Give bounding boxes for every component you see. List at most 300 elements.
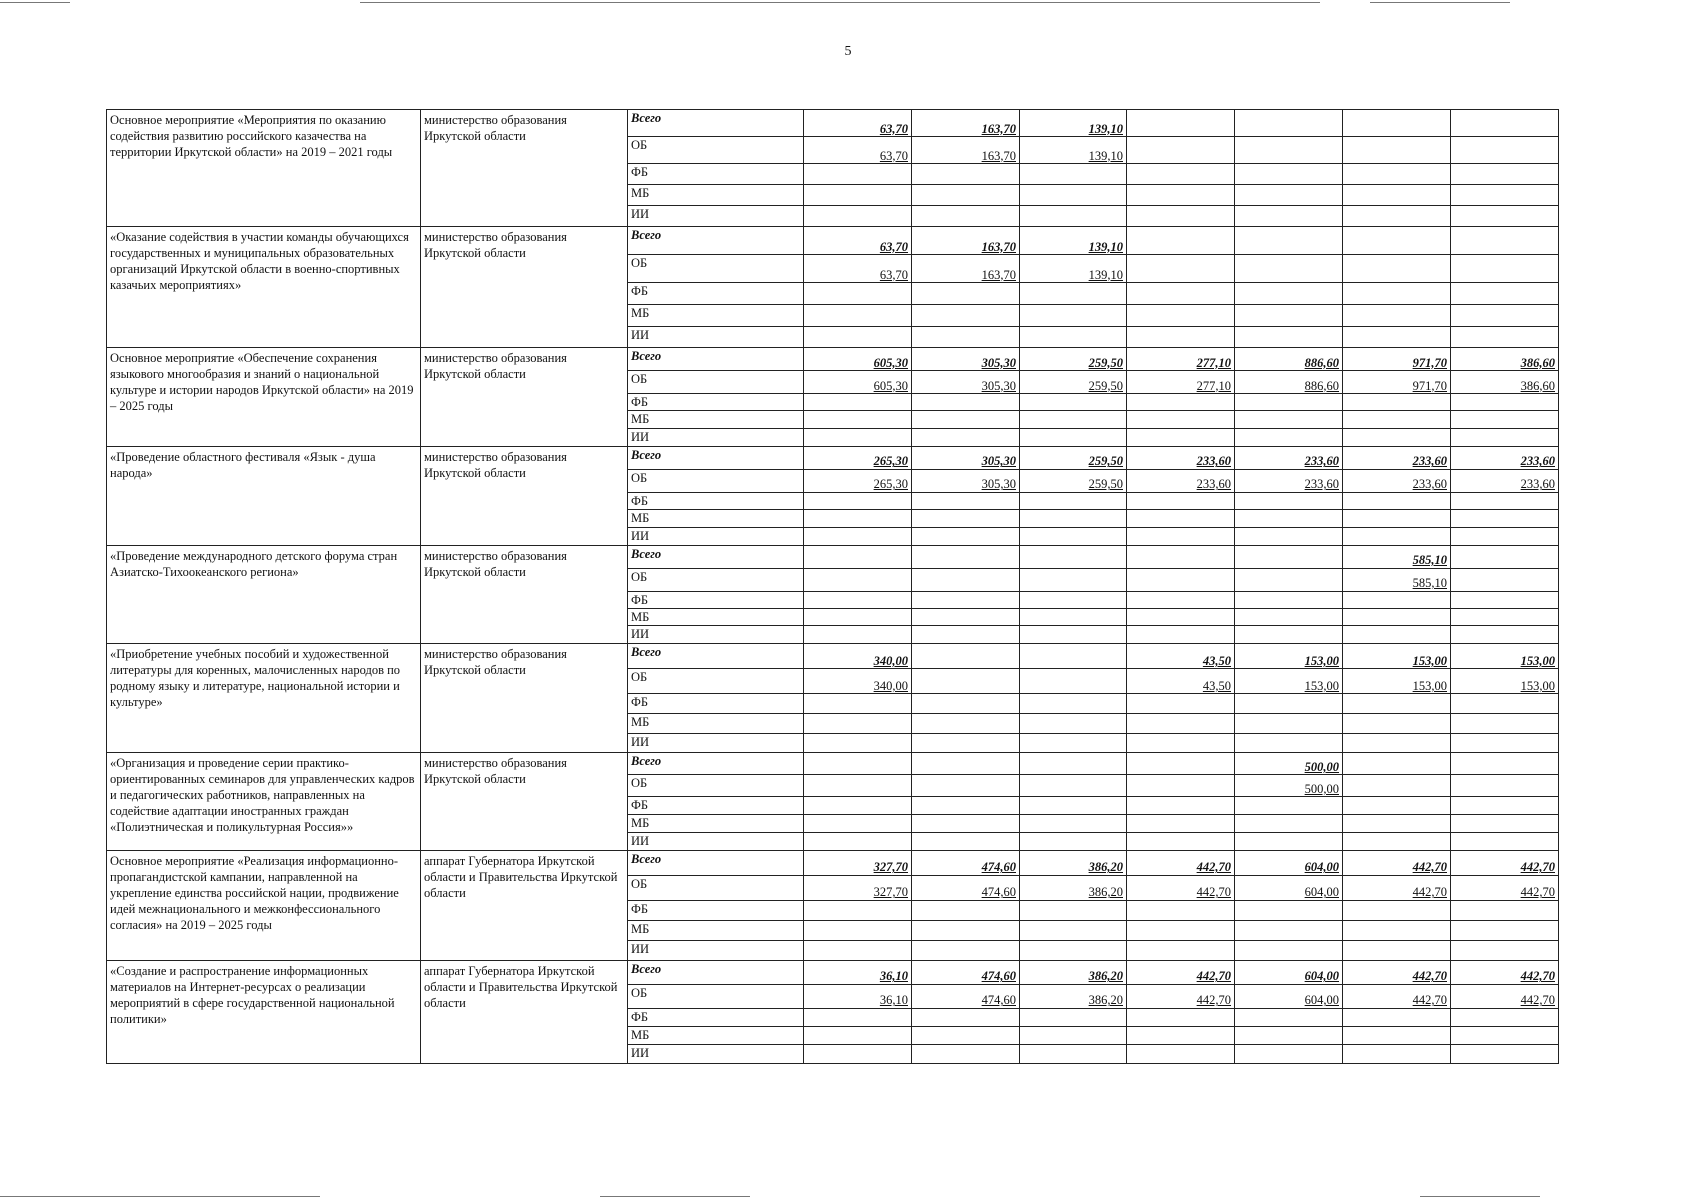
empty-amount-cell <box>1343 815 1451 833</box>
activity-name: «Проведение областного фестиваля «Язык - душа народа» <box>107 446 421 545</box>
empty-amount-cell <box>1343 327 1451 348</box>
total-amount-cell: 442,70 <box>1451 960 1559 984</box>
funding-source-label: ОБ <box>628 568 804 591</box>
empty-amount-cell <box>912 492 1020 509</box>
ob-amount-cell: 153,00 <box>1451 669 1559 694</box>
empty-amount-cell <box>1451 206 1559 227</box>
empty-amount-cell <box>1235 797 1343 815</box>
empty-amount-cell <box>804 608 912 625</box>
total-amount-cell <box>1343 753 1451 775</box>
funding-source-label: ОБ <box>628 875 804 900</box>
executor-name: министерство образования Иркутской области <box>421 110 628 227</box>
total-amount-cell: 442,70 <box>1127 960 1235 984</box>
empty-amount-cell <box>1343 411 1451 428</box>
ob-amount-cell: 265,30 <box>804 469 912 492</box>
empty-amount-cell <box>1451 327 1559 348</box>
empty-amount-cell <box>1127 185 1235 206</box>
ob-amount-cell <box>1343 137 1451 164</box>
funding-source-label: ФБ <box>628 797 804 815</box>
empty-amount-cell <box>912 815 1020 833</box>
total-amount-cell: 265,30 <box>804 446 912 469</box>
total-amount-cell <box>1235 227 1343 255</box>
ob-amount-cell: 971,70 <box>1343 371 1451 394</box>
funding-source-label: МБ <box>628 714 804 734</box>
empty-amount-cell <box>912 714 1020 734</box>
empty-amount-cell <box>1343 283 1451 305</box>
total-amount-cell: 442,70 <box>1127 850 1235 875</box>
empty-amount-cell <box>1451 428 1559 446</box>
empty-amount-cell <box>912 833 1020 850</box>
empty-amount-cell <box>1343 608 1451 625</box>
funding-source-label: ОБ <box>628 137 804 164</box>
funding-source-label: Всего <box>628 545 804 568</box>
empty-amount-cell <box>804 428 912 446</box>
funding-source-label: Всего <box>628 446 804 469</box>
empty-amount-cell <box>1343 428 1451 446</box>
empty-amount-cell <box>1127 1008 1235 1026</box>
empty-amount-cell <box>1127 527 1235 545</box>
empty-amount-cell <box>1451 1026 1559 1044</box>
empty-amount-cell <box>912 920 1020 940</box>
ob-amount-cell: 259,50 <box>1020 469 1127 492</box>
empty-amount-cell <box>1235 626 1343 644</box>
empty-amount-cell <box>804 734 912 753</box>
total-amount-cell: 585,10 <box>1343 545 1451 568</box>
total-amount-cell <box>912 753 1020 775</box>
ob-amount-cell: 474,60 <box>912 984 1020 1008</box>
activity-name: «Организация и проведение серии практико-ориентированных семинаров для управленческих кадров и педагогических работников, направленных на содействие адаптации иностранных граждан «Полиэтническая и поликультурная Россия»» <box>107 753 421 850</box>
empty-amount-cell <box>1451 411 1559 428</box>
total-amount-cell: 63,70 <box>804 110 912 137</box>
empty-amount-cell <box>1235 327 1343 348</box>
empty-amount-cell <box>804 694 912 714</box>
ob-amount-cell: 233,60 <box>1343 469 1451 492</box>
total-amount-cell <box>1127 110 1235 137</box>
empty-amount-cell <box>1020 510 1127 527</box>
executor-name: министерство образования Иркутской области <box>421 348 628 447</box>
ob-amount-cell <box>1343 775 1451 797</box>
scan-edge-line <box>0 2 70 3</box>
funding-source-label: ФБ <box>628 591 804 608</box>
empty-amount-cell <box>1343 492 1451 509</box>
empty-amount-cell <box>1020 608 1127 625</box>
total-amount-cell <box>1127 753 1235 775</box>
ob-amount-cell: 163,70 <box>912 137 1020 164</box>
funding-source-label: Всего <box>628 960 804 984</box>
funding-source-label: ФБ <box>628 1008 804 1026</box>
empty-amount-cell <box>912 608 1020 625</box>
ob-amount-cell <box>804 568 912 591</box>
empty-amount-cell <box>1020 411 1127 428</box>
table-row <box>107 644 1559 669</box>
ob-amount-cell: 442,70 <box>1343 984 1451 1008</box>
empty-amount-cell <box>1343 797 1451 815</box>
empty-amount-cell <box>1235 694 1343 714</box>
empty-amount-cell <box>912 394 1020 411</box>
funding-source-label: ОБ <box>628 255 804 283</box>
empty-amount-cell <box>1343 714 1451 734</box>
empty-amount-cell <box>1127 327 1235 348</box>
empty-amount-cell <box>1127 608 1235 625</box>
total-amount-cell: 386,20 <box>1020 850 1127 875</box>
empty-amount-cell <box>1451 900 1559 920</box>
empty-amount-cell <box>1235 283 1343 305</box>
ob-amount-cell: 442,70 <box>1451 875 1559 900</box>
ob-amount-cell: 36,10 <box>804 984 912 1008</box>
activity-name: «Оказание содействия в участии команды обучающихся государственных и муниципальных образовательных организаций Иркутской области в военно-спортивных казачьих мероприятиях» <box>107 227 421 348</box>
empty-amount-cell <box>1343 185 1451 206</box>
total-amount-cell: 139,10 <box>1020 110 1127 137</box>
ob-amount-cell: 442,70 <box>1343 875 1451 900</box>
empty-amount-cell <box>1343 920 1451 940</box>
activity-name: Основное мероприятие «Обеспечение сохранения языкового многообразия и знаний о национальной культуре и истории народов Иркутской области» на 2019 – 2025 годы <box>107 348 421 447</box>
empty-amount-cell <box>912 1008 1020 1026</box>
empty-amount-cell <box>1235 305 1343 327</box>
empty-amount-cell <box>1343 694 1451 714</box>
scan-edge-line <box>0 1196 320 1197</box>
empty-amount-cell <box>1451 626 1559 644</box>
ob-amount-cell: 163,70 <box>912 255 1020 283</box>
empty-amount-cell <box>1020 714 1127 734</box>
empty-amount-cell <box>1020 283 1127 305</box>
empty-amount-cell <box>1127 428 1235 446</box>
empty-amount-cell <box>804 206 912 227</box>
empty-amount-cell <box>912 527 1020 545</box>
ob-amount-cell: 604,00 <box>1235 984 1343 1008</box>
total-amount-cell <box>804 753 912 775</box>
empty-amount-cell <box>1451 305 1559 327</box>
empty-amount-cell <box>804 527 912 545</box>
ob-amount-cell <box>1020 669 1127 694</box>
total-amount-cell: 139,10 <box>1020 227 1127 255</box>
empty-amount-cell <box>804 164 912 185</box>
empty-amount-cell <box>804 510 912 527</box>
empty-amount-cell <box>804 305 912 327</box>
funding-source-label: МБ <box>628 608 804 625</box>
total-amount-cell: 63,70 <box>804 227 912 255</box>
funding-source-label: ИИ <box>628 327 804 348</box>
total-amount-cell: 340,00 <box>804 644 912 669</box>
empty-amount-cell <box>1020 1008 1127 1026</box>
funding-source-label: ОБ <box>628 984 804 1008</box>
funding-source-label: ФБ <box>628 394 804 411</box>
ob-amount-cell <box>1451 568 1559 591</box>
empty-amount-cell <box>1343 1044 1451 1063</box>
ob-amount-cell <box>1451 775 1559 797</box>
funding-source-label: ИИ <box>628 527 804 545</box>
empty-amount-cell <box>1235 185 1343 206</box>
empty-amount-cell <box>1127 164 1235 185</box>
empty-amount-cell <box>804 714 912 734</box>
scan-edge-line <box>360 2 1320 3</box>
empty-amount-cell <box>1343 900 1451 920</box>
table-row <box>107 348 1559 371</box>
ob-amount-cell <box>912 669 1020 694</box>
total-amount-cell: 604,00 <box>1235 960 1343 984</box>
funding-source-label: МБ <box>628 920 804 940</box>
ob-amount-cell <box>1235 137 1343 164</box>
executor-name: аппарат Губернатора Иркутской области и Правительства Иркутской области <box>421 960 628 1063</box>
empty-amount-cell <box>1020 694 1127 714</box>
ob-amount-cell: 277,10 <box>1127 371 1235 394</box>
activity-name: Основное мероприятие «Реализация информационно-пропагандистской кампании, направленной на укрепление единства российской нации, продвижение идей межнационального и межконфессионального согласия» на 2019 – 2025 годы <box>107 850 421 960</box>
ob-amount-cell: 386,60 <box>1451 371 1559 394</box>
empty-amount-cell <box>1451 185 1559 206</box>
empty-amount-cell <box>804 833 912 850</box>
activity-name: «Проведение международного детского форума стран Азиатско-Тихоокеанского региона» <box>107 545 421 644</box>
funding-source-label: ИИ <box>628 206 804 227</box>
activity-name: Основное мероприятие «Мероприятия по оказанию содействия развитию российского казачества на территории Иркутской области» на 2019 – 2021 годы <box>107 110 421 227</box>
budget-table-body <box>107 110 1559 1064</box>
empty-amount-cell <box>1127 797 1235 815</box>
empty-amount-cell <box>1235 608 1343 625</box>
total-amount-cell: 163,70 <box>912 227 1020 255</box>
total-amount-cell <box>1451 753 1559 775</box>
empty-amount-cell <box>1020 797 1127 815</box>
total-amount-cell: 259,50 <box>1020 348 1127 371</box>
total-amount-cell: 305,30 <box>912 348 1020 371</box>
empty-amount-cell <box>804 797 912 815</box>
total-amount-cell <box>1127 227 1235 255</box>
total-amount-cell: 442,70 <box>1451 850 1559 875</box>
ob-amount-cell: 139,10 <box>1020 137 1127 164</box>
ob-amount-cell: 259,50 <box>1020 371 1127 394</box>
funding-source-label: ФБ <box>628 283 804 305</box>
funding-source-label: МБ <box>628 1026 804 1044</box>
empty-amount-cell <box>804 591 912 608</box>
empty-amount-cell <box>804 815 912 833</box>
ob-amount-cell: 500,00 <box>1235 775 1343 797</box>
empty-amount-cell <box>1343 734 1451 753</box>
empty-amount-cell <box>804 920 912 940</box>
empty-amount-cell <box>1020 920 1127 940</box>
empty-amount-cell <box>912 626 1020 644</box>
total-amount-cell: 500,00 <box>1235 753 1343 775</box>
ob-amount-cell <box>1127 568 1235 591</box>
ob-amount-cell <box>1343 255 1451 283</box>
total-amount-cell: 442,70 <box>1343 960 1451 984</box>
empty-amount-cell <box>804 1044 912 1063</box>
empty-amount-cell <box>1451 920 1559 940</box>
ob-amount-cell: 139,10 <box>1020 255 1127 283</box>
empty-amount-cell <box>1451 734 1559 753</box>
empty-amount-cell <box>1343 527 1451 545</box>
total-amount-cell: 474,60 <box>912 850 1020 875</box>
ob-amount-cell: 886,60 <box>1235 371 1343 394</box>
empty-amount-cell <box>804 1026 912 1044</box>
table-row <box>107 850 1559 875</box>
funding-source-label: ФБ <box>628 492 804 509</box>
ob-amount-cell: 442,70 <box>1127 984 1235 1008</box>
table-row <box>107 960 1559 984</box>
total-amount-cell: 233,60 <box>1343 446 1451 469</box>
empty-amount-cell <box>1127 206 1235 227</box>
total-amount-cell <box>1020 545 1127 568</box>
funding-source-label: МБ <box>628 305 804 327</box>
funding-source-label: МБ <box>628 510 804 527</box>
table-row <box>107 545 1559 568</box>
empty-amount-cell <box>1235 714 1343 734</box>
funding-source-label: МБ <box>628 815 804 833</box>
empty-amount-cell <box>912 1026 1020 1044</box>
empty-amount-cell <box>1127 394 1235 411</box>
funding-source-label: ОБ <box>628 775 804 797</box>
total-amount-cell <box>1343 227 1451 255</box>
total-amount-cell <box>1235 110 1343 137</box>
ob-amount-cell <box>1127 775 1235 797</box>
empty-amount-cell <box>1343 1026 1451 1044</box>
funding-source-label: МБ <box>628 185 804 206</box>
empty-amount-cell <box>1343 626 1451 644</box>
funding-source-label: ИИ <box>628 428 804 446</box>
total-amount-cell <box>1020 644 1127 669</box>
total-amount-cell <box>1127 545 1235 568</box>
empty-amount-cell <box>1451 833 1559 850</box>
ob-amount-cell: 386,20 <box>1020 984 1127 1008</box>
empty-amount-cell <box>1127 1044 1235 1063</box>
empty-amount-cell <box>1127 940 1235 960</box>
empty-amount-cell <box>1235 734 1343 753</box>
empty-amount-cell <box>1020 591 1127 608</box>
total-amount-cell: 386,60 <box>1451 348 1559 371</box>
funding-source-label: ОБ <box>628 371 804 394</box>
empty-amount-cell <box>1343 510 1451 527</box>
empty-amount-cell <box>1451 940 1559 960</box>
empty-amount-cell <box>1020 185 1127 206</box>
funding-source-label: Всего <box>628 348 804 371</box>
total-amount-cell <box>1451 545 1559 568</box>
empty-amount-cell <box>912 797 1020 815</box>
funding-source-label: ФБ <box>628 694 804 714</box>
ob-amount-cell: 63,70 <box>804 255 912 283</box>
executor-name: министерство образования Иркутской области <box>421 227 628 348</box>
empty-amount-cell <box>912 411 1020 428</box>
empty-amount-cell <box>912 305 1020 327</box>
empty-amount-cell <box>912 734 1020 753</box>
empty-amount-cell <box>912 694 1020 714</box>
ob-amount-cell: 327,70 <box>804 875 912 900</box>
activity-name: «Приобретение учебных пособий и художественной литературы для коренных, малочисленных народов по родному языку и литературе, национальной истории и культуре» <box>107 644 421 753</box>
empty-amount-cell <box>804 492 912 509</box>
empty-amount-cell <box>1451 797 1559 815</box>
empty-amount-cell <box>1020 940 1127 960</box>
ob-amount-cell: 43,50 <box>1127 669 1235 694</box>
empty-amount-cell <box>1020 527 1127 545</box>
ob-amount-cell: 233,60 <box>1235 469 1343 492</box>
total-amount-cell: 233,60 <box>1451 446 1559 469</box>
empty-amount-cell <box>1451 527 1559 545</box>
empty-amount-cell <box>1020 428 1127 446</box>
empty-amount-cell <box>1020 815 1127 833</box>
empty-amount-cell <box>1127 833 1235 850</box>
empty-amount-cell <box>1235 1026 1343 1044</box>
ob-amount-cell: 233,60 <box>1127 469 1235 492</box>
empty-amount-cell <box>804 626 912 644</box>
ob-amount-cell <box>1127 137 1235 164</box>
empty-amount-cell <box>1235 510 1343 527</box>
ob-amount-cell: 63,70 <box>804 137 912 164</box>
total-amount-cell: 386,20 <box>1020 960 1127 984</box>
empty-amount-cell <box>1127 492 1235 509</box>
empty-amount-cell <box>912 164 1020 185</box>
empty-amount-cell <box>1451 591 1559 608</box>
empty-amount-cell <box>1343 833 1451 850</box>
empty-amount-cell <box>912 283 1020 305</box>
total-amount-cell: 277,10 <box>1127 348 1235 371</box>
ob-amount-cell: 386,20 <box>1020 875 1127 900</box>
funding-source-label: ИИ <box>628 734 804 753</box>
funding-source-label: Всего <box>628 110 804 137</box>
activity-name: «Создание и распространение информационных материалов на Интернет-ресурсах о реализации мероприятий в сфере государственной национальной политики» <box>107 960 421 1063</box>
total-amount-cell: 153,00 <box>1235 644 1343 669</box>
table-row <box>107 753 1559 775</box>
empty-amount-cell <box>804 394 912 411</box>
table-row <box>107 110 1559 137</box>
empty-amount-cell <box>1127 591 1235 608</box>
empty-amount-cell <box>1235 206 1343 227</box>
empty-amount-cell <box>1020 734 1127 753</box>
total-amount-cell: 36,10 <box>804 960 912 984</box>
empty-amount-cell <box>1127 815 1235 833</box>
ob-amount-cell <box>1451 255 1559 283</box>
funding-source-label: Всего <box>628 850 804 875</box>
empty-amount-cell <box>912 591 1020 608</box>
empty-amount-cell <box>804 283 912 305</box>
empty-amount-cell <box>1343 305 1451 327</box>
total-amount-cell: 153,00 <box>1343 644 1451 669</box>
empty-amount-cell <box>1343 206 1451 227</box>
empty-amount-cell <box>804 327 912 348</box>
empty-amount-cell <box>1235 1008 1343 1026</box>
empty-amount-cell <box>1343 591 1451 608</box>
empty-amount-cell <box>1127 510 1235 527</box>
total-amount-cell <box>912 545 1020 568</box>
ob-amount-cell <box>804 775 912 797</box>
empty-amount-cell <box>1235 527 1343 545</box>
empty-amount-cell <box>1343 394 1451 411</box>
table-row <box>107 446 1559 469</box>
empty-amount-cell <box>912 206 1020 227</box>
executor-name: министерство образования Иркутской области <box>421 753 628 850</box>
ob-amount-cell <box>912 775 1020 797</box>
ob-amount-cell <box>1235 568 1343 591</box>
funding-source-label: ФБ <box>628 164 804 185</box>
empty-amount-cell <box>1127 694 1235 714</box>
empty-amount-cell <box>1020 1026 1127 1044</box>
empty-amount-cell <box>1235 591 1343 608</box>
ob-amount-cell: 605,30 <box>804 371 912 394</box>
total-amount-cell: 259,50 <box>1020 446 1127 469</box>
empty-amount-cell <box>1451 492 1559 509</box>
funding-source-label: ИИ <box>628 833 804 850</box>
ob-amount-cell: 585,10 <box>1343 568 1451 591</box>
empty-amount-cell <box>1235 411 1343 428</box>
executor-name: министерство образования Иркутской области <box>421 545 628 644</box>
empty-amount-cell <box>804 185 912 206</box>
empty-amount-cell <box>1343 1008 1451 1026</box>
empty-amount-cell <box>1127 411 1235 428</box>
total-amount-cell: 153,00 <box>1451 644 1559 669</box>
ob-amount-cell: 153,00 <box>1343 669 1451 694</box>
ob-amount-cell <box>1451 137 1559 164</box>
ob-amount-cell <box>1020 568 1127 591</box>
empty-amount-cell <box>804 411 912 428</box>
ob-amount-cell <box>1127 255 1235 283</box>
funding-source-label: ОБ <box>628 469 804 492</box>
empty-amount-cell <box>1451 510 1559 527</box>
empty-amount-cell <box>1235 833 1343 850</box>
total-amount-cell <box>1235 545 1343 568</box>
